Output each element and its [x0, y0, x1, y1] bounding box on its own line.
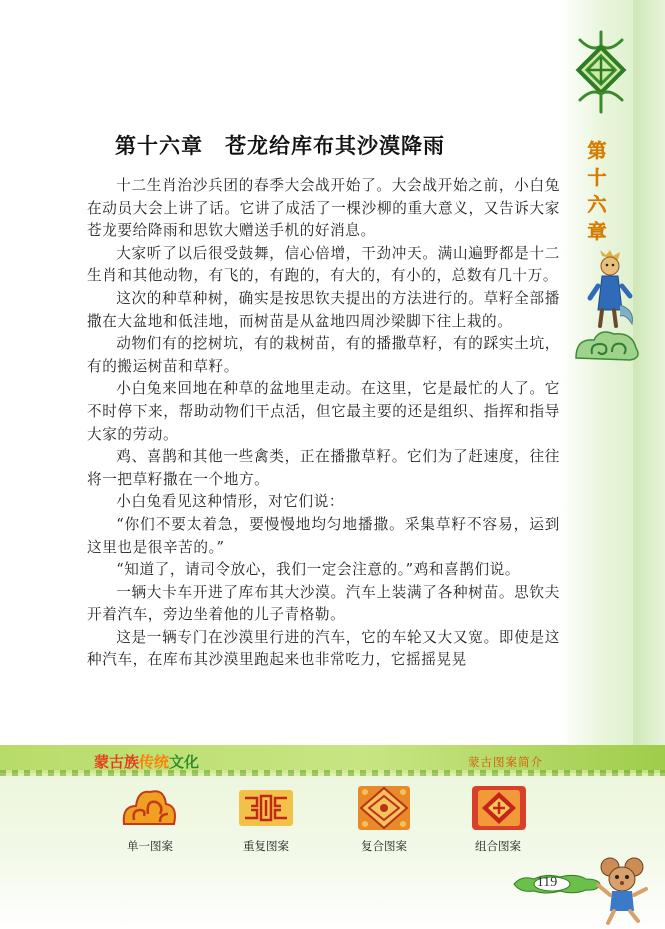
culture-title-part: 文化: [169, 753, 200, 771]
dragon-character-illustration: [580, 250, 640, 330]
compound-pattern-icon: [355, 784, 413, 832]
paragraph: 一辆大卡车开进了库布其大沙漠。汽车上装满了各种树苗。思钦夫开着汽车，旁边坐着他的儿子青格勒。: [87, 583, 560, 624]
side-decoration-strip: [560, 0, 665, 760]
paragraph: 动物们有的挖树坑，有的栽树苗，有的播撒草籽，有的踩实土坑，有的搬运树苗和草籽。: [87, 335, 560, 375]
endless-knot-icon: [572, 30, 630, 114]
page-number: 119: [536, 875, 558, 890]
paragraph: 十二生肖治沙兵团的春季大会战开始了。大会战开始之前，小白兔在动员大会上讲了话。它讲了成活了一棵沙柳的重大意义，又告诉大家苍龙要给降雨和思钦大赠送手机的好消息。: [87, 177, 560, 240]
pattern-label: 复合图案: [361, 839, 407, 853]
mouse-character-illustration: [592, 855, 652, 925]
paragraph: 小白兔来回地在种草的盆地里走动。在这里，它是最忙的人了。它不时停下来，帮助动物们干点活，但它最主要的还是组织、指挥和指导大家的劳动。: [87, 380, 560, 443]
culture-section-title: [94, 751, 199, 772]
side-chapter-char: 十: [587, 167, 607, 189]
pattern-label: 重复图案: [243, 839, 289, 853]
culture-title-part: 传统: [139, 753, 170, 771]
paragraph: “知道了，请司令放心，我们一定会注意的。”鸡和喜鹊们说。: [116, 561, 521, 579]
paragraph: 鸡、喜鹊和其他一些禽类，正在播撒草籽。它们为了赶速度，往往将一把草籽撒在一个地方。: [87, 448, 560, 488]
paragraph: 这是一辆专门在沙漠里行进的汽车，它的车轮又大又宽。即使是这种汽车，在库布其沙漠里跑起来也非常吃力，它摇摇晃晃: [87, 628, 560, 669]
paragraph: 这次的种草种树，确实是按思钦夫提出的方法进行的。草籽全部播撒在大盆地和低洼地，而树苗是从盆地四周沙梁脚下往上栽的。: [87, 289, 560, 330]
cloud-scroll-decoration-icon: [572, 328, 642, 366]
culture-section-subtitle: 蒙古图案简介: [468, 755, 543, 769]
culture-title-part: 蒙古族: [94, 753, 140, 771]
pattern-label: 单一图案: [127, 839, 173, 853]
paragraph: “你们不要太着急，要慢慢地均匀地播撒。采集草籽不容易，运到这里也是很辛苦的。”: [87, 515, 560, 556]
side-chapter-char: 第: [587, 140, 607, 162]
side-chapter-char: 章: [587, 221, 607, 243]
side-chapter-label: [585, 138, 609, 246]
cloud-scroll-icon: [120, 784, 178, 832]
paragraph: 大家听了以后很受鼓舞，信心倍增，干劲冲天。满山遍野都是十二生肖和其他动物，有飞的，有跑的，有大的，有小的，总数有几十万。: [87, 244, 560, 285]
body-text: [87, 175, 560, 672]
paragraph: 小白兔看见这种情形，对它们说：: [116, 493, 345, 511]
combined-pattern-icon: [470, 784, 528, 832]
repeat-pattern-icon: [237, 784, 295, 832]
pattern-label: 组合图案: [475, 839, 521, 853]
chapter-title: 第十六章 苍龙给库布其沙漠降雨: [115, 134, 445, 158]
side-chapter-char: 六: [587, 194, 607, 216]
